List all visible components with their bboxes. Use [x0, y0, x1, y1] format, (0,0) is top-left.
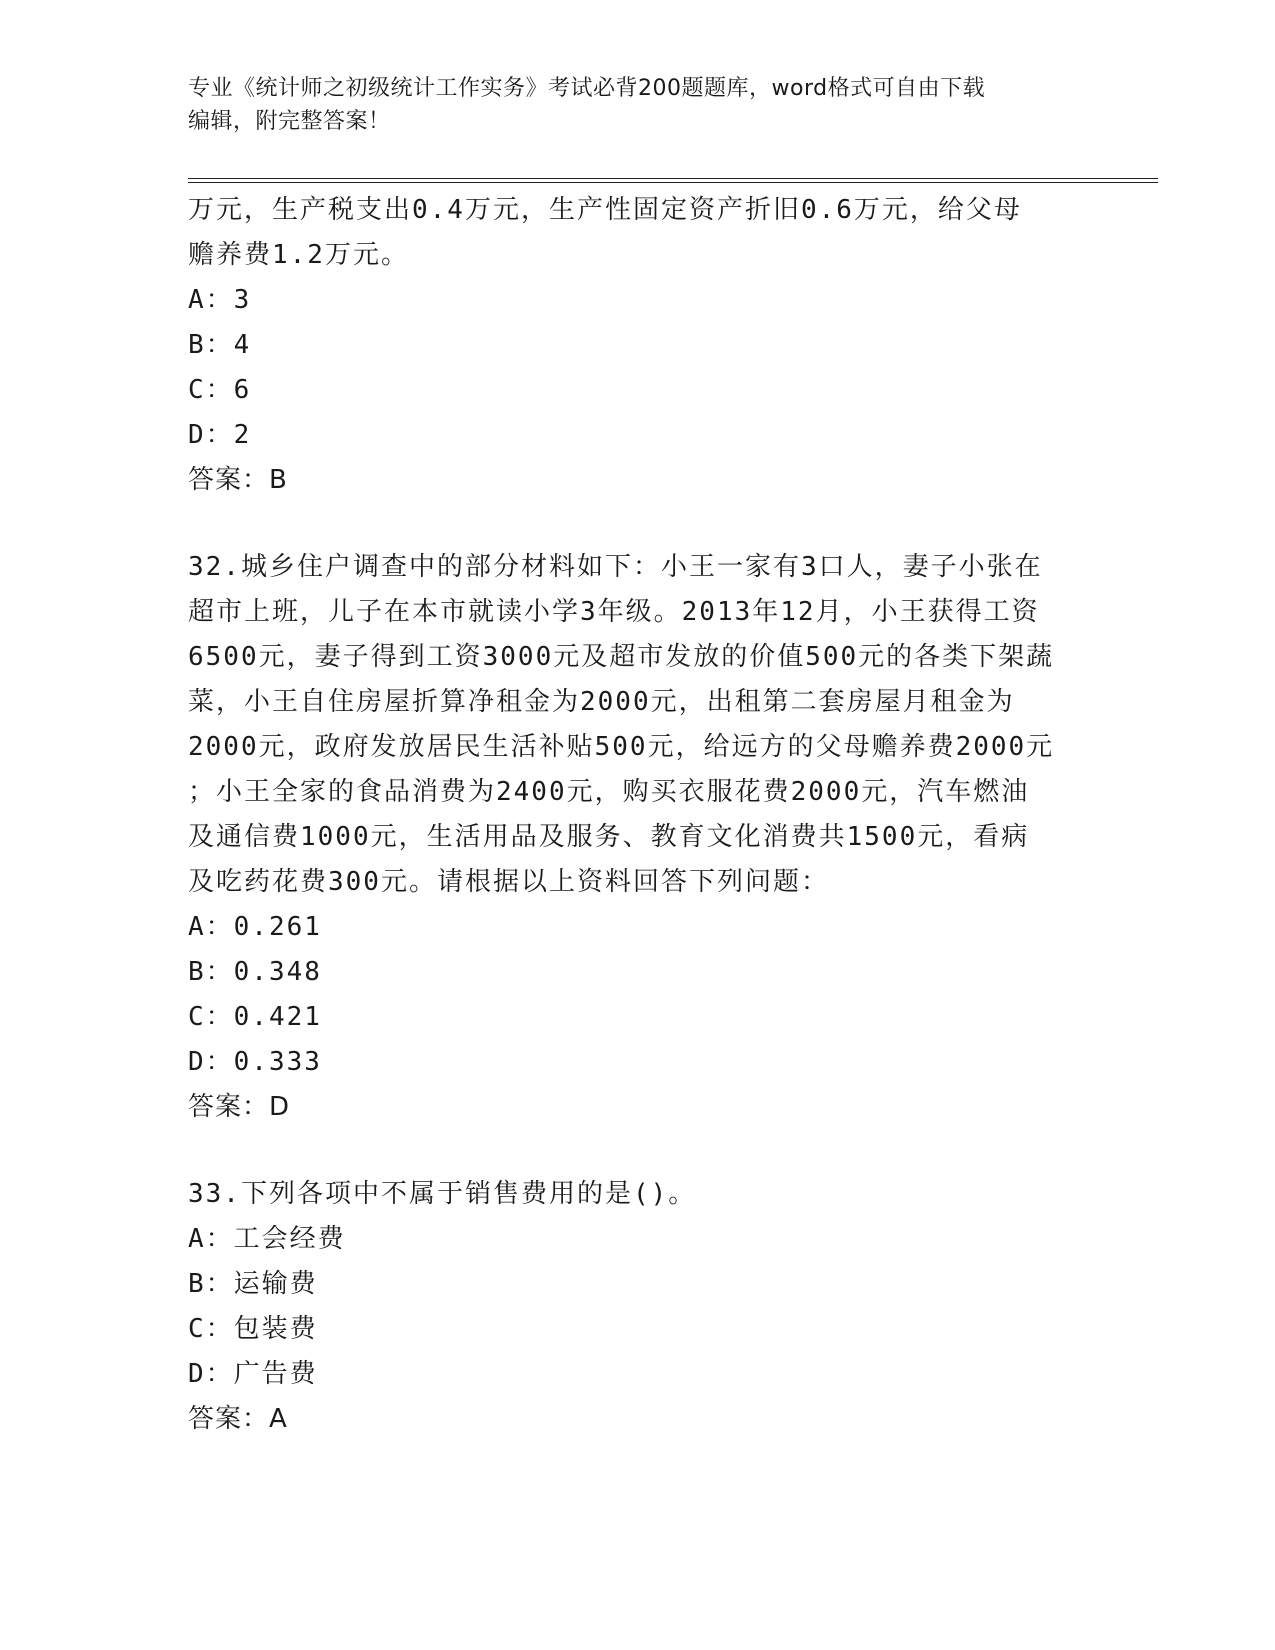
question-stem-line: 赡养费1.2万元。 — [188, 240, 409, 270]
option-d: D：广告费 — [188, 1359, 318, 1389]
answer-label: 答案：B — [188, 465, 288, 495]
option-a: A：0.261 — [188, 912, 322, 942]
option-c: C：包装费 — [188, 1314, 318, 1344]
question-33 — [188, 1172, 1088, 1442]
question-stem-line: 菜，小王自住房屋折算净租金为2000元，出租第二套房屋月租金为 — [188, 687, 1015, 717]
question-32 — [188, 545, 1088, 1130]
question-31 — [188, 188, 1088, 503]
question-stem-line: 及通信费1000元，生活用品及服务、教育文化消费共1500元，看病 — [188, 822, 1030, 852]
header-line-2: 编辑，附完整答案！ — [188, 109, 391, 134]
option-a: A：3 — [188, 285, 252, 315]
question-stem-line: 6500元，妻子得到工资3000元及超市发放的价值500元的各类下架蔬 — [188, 642, 1055, 672]
question-stem-line: 及吃药花费300元。请根据以上资料回答下列问题： — [188, 867, 829, 897]
answer-label: 答案：A — [188, 1404, 288, 1434]
question-stem-line: 32.城乡住户调查中的部分材料如下：小王一家有3口人，妻子小张在 — [188, 552, 1043, 582]
option-d: D：0.333 — [188, 1047, 322, 1077]
option-d: D：2 — [188, 420, 252, 450]
option-b: B：运输费 — [188, 1269, 318, 1299]
answer-label: 答案：D — [188, 1092, 291, 1122]
question-stem-line: 超市上班，儿子在本市就读小学3年级。2013年12月，小王获得工资 — [188, 597, 1040, 627]
option-c: C：0.421 — [188, 1002, 322, 1032]
header-divider-bottom — [188, 182, 1158, 183]
header-line-1: 专业《统计师之初级统计工作实务》考试必背200题题库，word格式可自由下载 — [188, 76, 986, 101]
option-a: A：工会经费 — [188, 1224, 346, 1254]
option-b: B：4 — [188, 330, 252, 360]
option-c: C：6 — [188, 375, 252, 405]
document-header — [188, 72, 1088, 138]
option-b: B：0.348 — [188, 957, 322, 987]
question-stem-line: 2000元，政府发放居民生活补贴500元，给远方的父母赡养费2000元 — [188, 732, 1055, 762]
question-stem-line: ；小王全家的食品消费为2400元，购买衣服花费2000元，汽车燃油 — [188, 777, 1030, 807]
question-stem-line: 33.下列各项中不属于销售费用的是()。 — [188, 1179, 697, 1209]
document-body — [188, 188, 1088, 1442]
header-divider-top — [188, 178, 1158, 179]
question-stem-line: 万元，生产税支出0.4万元，生产性固定资产折旧0.6万元，给父母 — [188, 195, 1022, 225]
